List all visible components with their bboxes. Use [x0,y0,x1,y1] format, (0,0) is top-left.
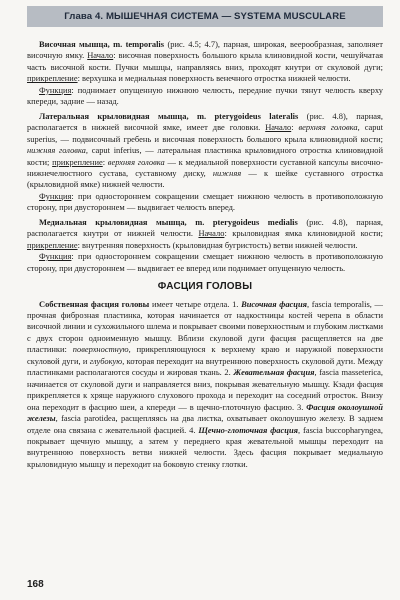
paragraph-head-fascia: Собственная фасция головы имеет четыре отдела. 1. Височная фасция, fascia temporalis, — прочная фиброзная пластинка, которая начинается от надкостницы костей черепа в области височной линии и сухожильного шлема и покрывает своими поверхностным и глубоким листками с двух сторон одноименную мышцу. Вблизи скуловой дуги фасция расщепляется на две пластинки: поверхностную, прикрепляющуюся к верхнему краю и наружной поверхности скуловой дуги, и глубокую, которая переходит на внутреннюю поверхность скуловой дуги. Между пластинками располагаются сосуды и жировая ткань. 2. Жевательная фасция, fascia masseterica, начинается от скуловой дуги и направляется вниз, покрывая жевательную мышцу. Кзади фасция прикрепляется к хряще наружного слухового прохода и переходит на соседний отросток. Внизу она переходит в фасцию шеи, а кпереди — в щечно-глоточную фасцию. 3. Фасция околоушной железы, fascia parotidea, расщепляясь на два листка, охватывает околоушную железу. В заднем отделе она связана с жевательной фасцией. 4. Щечно-глоточная фасция, fascia buccopharyngea, покрывает щечную мышцу, а затем у переднего края жевательной мышцы переходит на внутреннюю поверхность ветви нижней челюсти. Здесь фасция покрывает медиальную крыловидную мышцу и переходит на боковую стенку глотки. [27,298,383,469]
paragraph-temporalis: Височная мышца, m. temporalis (рис. 4.5; 4.7), парная, широкая, веерообразная, заполняет височную ямку. Начало: височная поверхность большого крыла клиновидной кости, чешуйчатая часть височной кости. Пучки мышцы, направляясь вниз, проходят кнутри от скуловой дуги; прикрепление: верхушка и медиальная поверхность венечного отростка нижней челюсти. [27,39,383,84]
term-pterygoid-medial: Медиальная крыловидная мышца, m. pterygoideus medialis [39,216,298,227]
paragraph-pterygoid-medial: Медиальная крыловидная мышца, m. pterygoideus medialis (рис. 4.8), парная, располагается кнутри от нижней челюсти. Начало: крыловидная ямка клиновидной кости; прикрепление: внутренняя поверхность (крыловидная бугристость) ветви нижней челюсти. [27,216,383,250]
paragraph-pterygoid-medial-function: Функция: при одностороннем сокращении смещает нижнюю челюсть в противоположную сторону, при двустороннем — выдвигает ее вперед или поднимает опущенную челюсть. [27,251,383,273]
page-content [27,39,383,473]
page-number: 168 [27,579,44,590]
paragraph-temporalis-function: Функция: поднимает опущенную нижнюю челюсть, передние пучки тянут челюсть кверху кпереди, задние — назад. [27,84,383,107]
section-title: ФАСЦИЯ ГОЛОВЫ [157,281,253,293]
chapter-header: Глава 4. МЫШЕЧНАЯ СИСТЕМА — SYSTEMA MUSCULARE [27,6,383,27]
paragraph-pterygoid-lateral: Латеральная крыловидная мышца, m. pterygoideus lateralis (рис. 4.8), парная, располагается в нижней височной ямке, имеет две головки. Начало: верхняя головка, caput superius, — подвисочный гребень и височная поверхность большого крыла клиновидной кости; нижняя головка, caput inferius, — латеральная пластинка крыловидного отростка клиновидной кости; прикрепление: верхняя головка — к медиальной поверхности суставной капсулы височно-нижнечелюстного сустава, суставному диску, нижняя — к шейке суставного отростка (крыловидной ямке) нижней челюсти. [27,110,383,190]
paragraph-pterygoid-lateral-function: Функция: при одностороннем сокращении смещает нижнюю челюсть в противоположную сторону, при двустороннем — выдвигает челюсть вперед. [27,190,383,213]
term-temporalis: Височная мышца, m. temporalis [39,39,165,49]
term-head-fascia: Собственная фасция головы [39,298,150,309]
term-pterygoid-lateral: Латеральная крыловидная мышца, m. pterygoideus lateralis [39,110,299,121]
